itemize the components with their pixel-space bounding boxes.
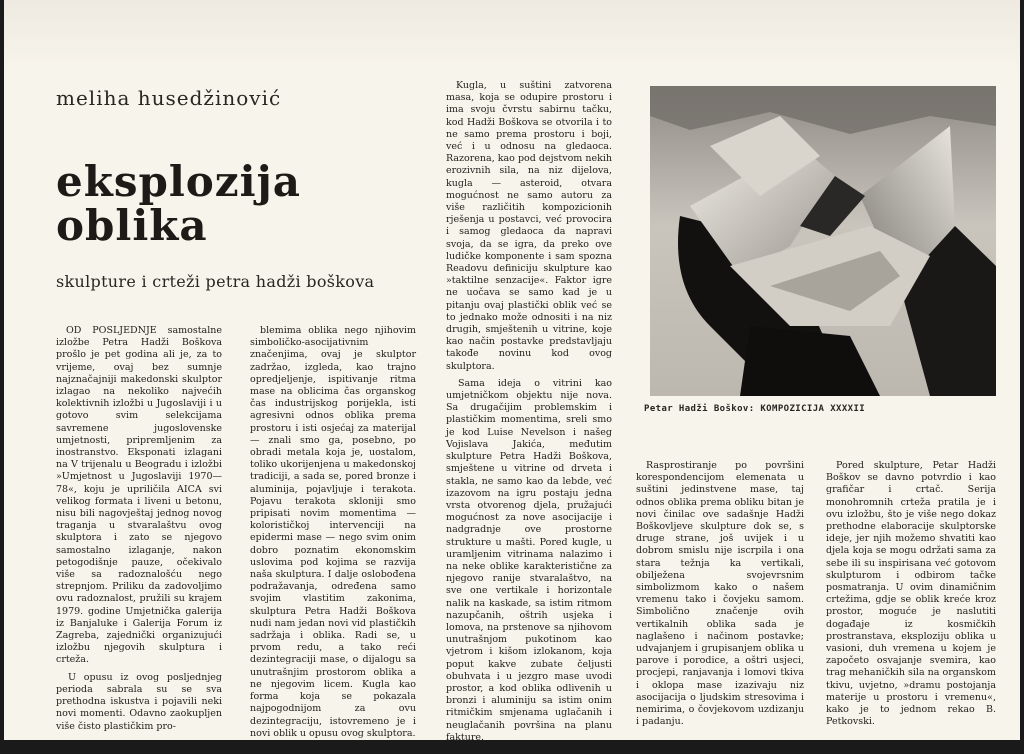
paragraph: blemima oblika nego njihovim simboličko-asocijativnim značenjima, ovaj je skulptor zadržao, izgleda, kao trajno opredjeljenje, ispitivanje ritma mase na oblicima čas organskog čas industrijskog porijekla, isti agresivni odnos oblika prema prostoru i isti osjećaj za materijal — znali smo ga, posebno, po obradi metala koja je, uostalom, toliko ukorijenjena u makedonskoj tradiciji, a sada se, pored bronze i aluminija, pojavljuje i terakota. Pojavu terakota skloniji smo pripisati novim momentima — kolorističkoj intervenciji na epidermi mase — nego svim onim dobro poznatim ekonomskim uslovima pod kojima se razvija naša skulptura. I dalje oslobođena podražavanja, određena samo svojim vlastitim zakonima, skulptura Petra Hadži Boškova nudi nam jedan novi vid plastičkih sadržaja i oblika. Radi se, u prvom redu, a tako reći dezintegraciji mase, o dijalogu sa unutrašnjim prostorom oblika a ne njegovim licem. Kugla kao forma koja se pokazala najpogodnijom za ovu dezintegraciju, istovremeno je i novi oblik u opusu ovog skulptora. xyxy=(250,325,416,739)
text-column-2 xyxy=(250,325,416,739)
paragraph: U opusu iz ovog posljednjeg perioda sabrala su se sva prethodna iskustva i pojavili neki novi momenti. Odavno zaokupljen više čisto plastičkim pro- xyxy=(56,671,222,732)
paragraph: Kugla, u suštini zatvorena masa, koja se odupire prostoru i ima svoju čvrstu sabirnu tačku, kod Hadži Boškova se otvorila i to ne samo prema prostoru i boji, već i u odnosu na gledaoca. Razorena, kao pod dejstvom nekih erozivnih sila, na niz dijelova, kugla — asteroid, otvara mogućnost ne samo autoru za više različitih kompozicionih rješenja u postavci, već provocira i samog gledaoca da napravi svoja, da se igra, da preko ove ludičke komponente i sam spozna Readovu definiciju skulpture kao »taktilne senzacije«. Faktor igre ne uočava se samo kad je u pitanju ovaj plastički oblik već se to jednako može odnositi i na niz drugih, smještenih u vitrine, koje kao način postavke predstavljaju takođe novinu kod ovog skulptora. xyxy=(446,80,612,372)
article-subtitle: skulpture i crteži petra hadži boškova xyxy=(56,272,375,291)
text-column-5 xyxy=(826,460,996,730)
title-line-1: eksplozija xyxy=(56,157,302,206)
magazine-page xyxy=(4,0,1020,743)
paragraph: Pored skulpture, Petar Hadži Boškov se davno potvrdio i kao grafičar i crtač. Serija monohromnih crteža pratila je i ovu izložbu, što je više nego dokaz prethodne elaboracije skulptorske ideje, jer njih možemo shvatiti kao djela koja se mogu održati sama za sebe ili su inspirisana već gotovom skulpturom i odbirom tačke posmatranja. U ovim dinamičnim crtežima, gdje se oblik kreće kroz prostor, moguće je naslutiti događaje iz kosmičkih prostranstava, eksploziju oblika u vasioni, duh vremena u kojem je započeto osvajanje svemira, kao trag mehaničkih sila na organskom tkivu, uvjetno, »dramu postojanja materije u prostoru i vremenu«, kako je to jednom rekao B. Petkovski. xyxy=(826,460,996,728)
paragraph: Rasprostiranje po površini korespondencijom elemenata u suštini jedinstvene mase, taj odnos oblika prema obliku bitan je novi činilac ove sadašnje Hadži Boškovljeve skulpture dok se, s druge strane, još uvijek i u dobrom smislu nije iscrpila i ona stara težnja ka vertikali, obilježena svojevrsnim simbolizmom kako o našem vremenu tako i čovjeku samom. Simbolično značenje ovih vertikalnih oblika sada je naglašeno i načinom postavke; udvajanjem i grupisanjem oblika u parove i porodice, a oštri usjeci, procjepi, ranjavanja i lomovi tkiva i oklopa mase izazivaju niz asocijacija o ljudskim stresovima i nemirima, o čovjekovom uzdizanju i padanju. xyxy=(636,460,804,728)
sculpture-photo xyxy=(650,86,996,396)
sculpture-image xyxy=(650,86,996,396)
page-top-strip xyxy=(4,0,1020,70)
text-column-1 xyxy=(56,325,222,732)
paragraph: OD POSLJEDNJE samostalne izložbe Petra Hadži Boškova prošlo je pet godina ali je, za to vrijeme, ovaj bez sumnje najznačajniji makedonski skulptor izlagao na nekoliko najvećih kolektivnih izložbi u Jugoslaviji i u gotovo svim selekcijama savremene jugoslovenske umjetnosti, pripremljenim za inostranstvo. Eksponati izlagani na V trijenalu u Beogradu i izložbi »Umjetnost u Jugoslaviji 1970—78«, koju je upriličila AICA svi velikog formata i liveni u betonu, nisu bili nagovještaj jednog novog traganja u stvaralaštvu ovog skulptora i zato se njegovo samostalno izlaganje, nakon petogodišnje pauze, očekivalo više sa radoznalošću nego strepnjom. Priliku da zadovoljimo ovu radoznalost, pružili su krajem 1979. godine Umjetnička galerija iz Banjaluke i Galerija Forum iz Zagreba, zajednički organizujući izložbu njegovih skulptura i crteža. xyxy=(56,325,222,666)
text-column-4 xyxy=(636,460,804,730)
title-line-2: oblika xyxy=(56,201,208,250)
article-author: meliha husedžinović xyxy=(56,86,282,110)
article-title xyxy=(56,157,302,250)
text-column-3 xyxy=(446,80,612,743)
paragraph: Sama ideja o vitrini kao umjetničkom objektu nije nova. Sa drugačijim problemskim i plastičkim momentima, sreli smo je kod Luise Nevelson i našeg Vojislava Jakića, međutim skulpture Petra Hadži Boškova, smještene u vitrine od drveta i stakla, ne samo kao da lebde, već izazovom na igru postaju jedna vrsta otvorenog djela, pružajući mogućnost za nove asocijacije i nadgradnje ove prostorne strukture u mašti. Pored kugle, u uramljenim vitrinama nalazimo i na neke oblike karakteristične za njegovo ranije stvaralaštvo, na sve one vertikale i horizontale nalik na kaskade, sa istim ritmom nazupčanih, oštrih usjeka i lomova, na prstenove sa njihovom unutrašnjom pukotinom kao vjetrom i kišom izlokanom, koja poput kakve zubate čeljusti obuhvata i u jezgro mase uvodi prostor, a kod oblika odlivenih u bronzi i aluminiju sa istim onim ritmičkim smjenama uglačanih i neuglačanih površina na planu fakture. xyxy=(446,377,612,743)
photo-caption: Petar Hadži Boškov: KOMPOZICIJA XXXXII xyxy=(644,404,866,414)
